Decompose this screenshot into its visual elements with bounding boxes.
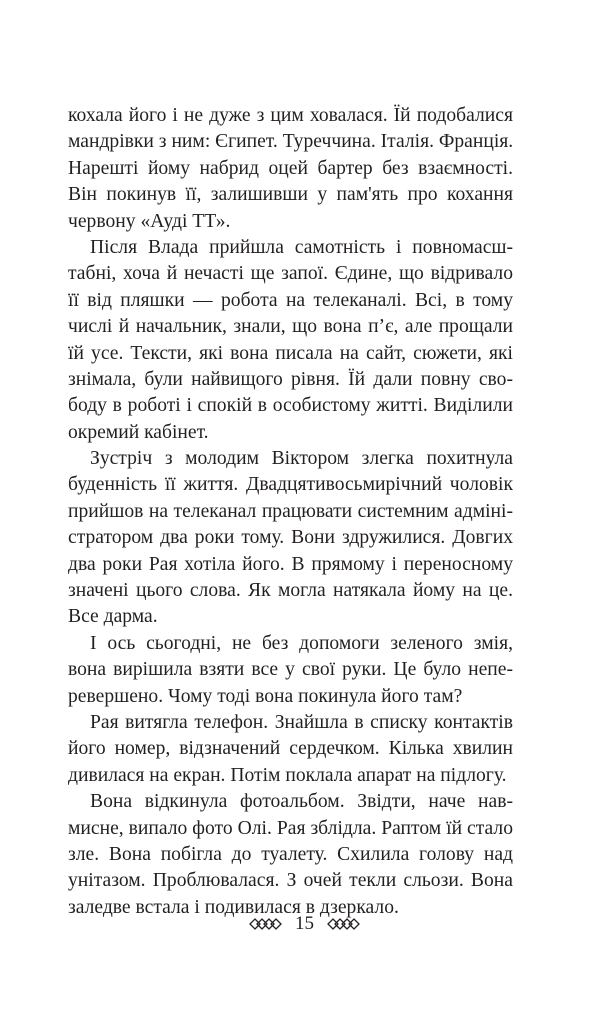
text-line: боду в роботі і спокій в особистому житті. Виділили — [68, 395, 513, 417]
text-line: Нарешті йому набрид оцей бартер без взаємності. — [68, 157, 513, 179]
text-line: два роки Рая хотіла його. В прямому і переносному — [68, 553, 513, 575]
page-number: 15 — [295, 913, 314, 934]
paragraph-first-line: Вона відкинула фотоальбом. Звідти, наче нав- — [90, 791, 513, 813]
text-line: його номер, відзначений сердечком. Кілька хвилин — [68, 738, 513, 760]
text-line: окремий кабінет. — [68, 421, 209, 443]
page-body — [68, 103, 513, 921]
text-line: прийшов на телеканал працювати системним адміні- — [68, 500, 513, 522]
text-line: унітазом. Проблювалася. З очей текли сльози. Вона — [68, 870, 513, 892]
text-line: кохала його і не дуже з цим ховалася. Їй подобалися — [68, 105, 513, 126]
paragraph-first-line: І ось сьогодні, не без допомоги зеленого змія, — [90, 632, 513, 654]
text-line: стратором два роки тому. Вони здружилися. Довгих — [68, 527, 513, 549]
text-line: Все дарма. — [68, 606, 158, 628]
paragraph-first-line: Після Влада прийшла самотність і повномасш- — [90, 236, 513, 258]
text-line: знімала, були найвищого рівня. Їй дали повну сво- — [68, 368, 513, 390]
text-line: її від пляшки — робота на телеканалі. Всі, в тому — [68, 289, 513, 311]
text-line: буденність її життя. Двадцятивосьмирічний чоловік — [68, 474, 513, 496]
text-line: зле. Вона побігла до туалету. Схилила голову над — [68, 843, 513, 865]
text-line: вона вирішила взяти все у свої руки. Це було непе- — [68, 659, 513, 681]
text-line: їй усе. Тексти, які вона писала на сайт, сюжети, які — [68, 342, 513, 364]
text-line: заледве встала і подивилася в дзеркало. — [68, 896, 399, 918]
paragraph-first-line: Зустріч з молодим Віктором злегка похитнула — [90, 448, 513, 470]
text-line: табні, хоча й нечасті ще запої. Єдине, що відривало — [68, 263, 513, 285]
text-line: значені цього слова. Як могла натякала йому на це. — [68, 580, 513, 602]
text-line: мисне, випало фото Олі. Рая зблідла. Раптом їй стало — [68, 817, 513, 839]
ornament-knot-icon — [326, 917, 360, 931]
text-line: Він покинув її, залишивши у пам'ять про кохання — [68, 184, 513, 206]
text-line: дивилася на екран. Потім поклала апарат на підлогу. — [68, 764, 507, 786]
text-line: мандрівки з ним: Єгипет. Туреччина. Італія. Франція. — [68, 131, 514, 153]
text-line: червону «Ауді ТТ». — [68, 210, 231, 232]
page-footer — [0, 909, 609, 939]
paragraph-first-line: Рая витягла телефон. Знайшла в списку контактів — [90, 711, 513, 733]
text-line: ревершено. Чому тоді вона покинула його там? — [68, 685, 463, 707]
ornament-knot-icon — [249, 917, 283, 931]
text-line: числі й начальник, знали, що вона п’є, але прощали — [68, 316, 513, 338]
